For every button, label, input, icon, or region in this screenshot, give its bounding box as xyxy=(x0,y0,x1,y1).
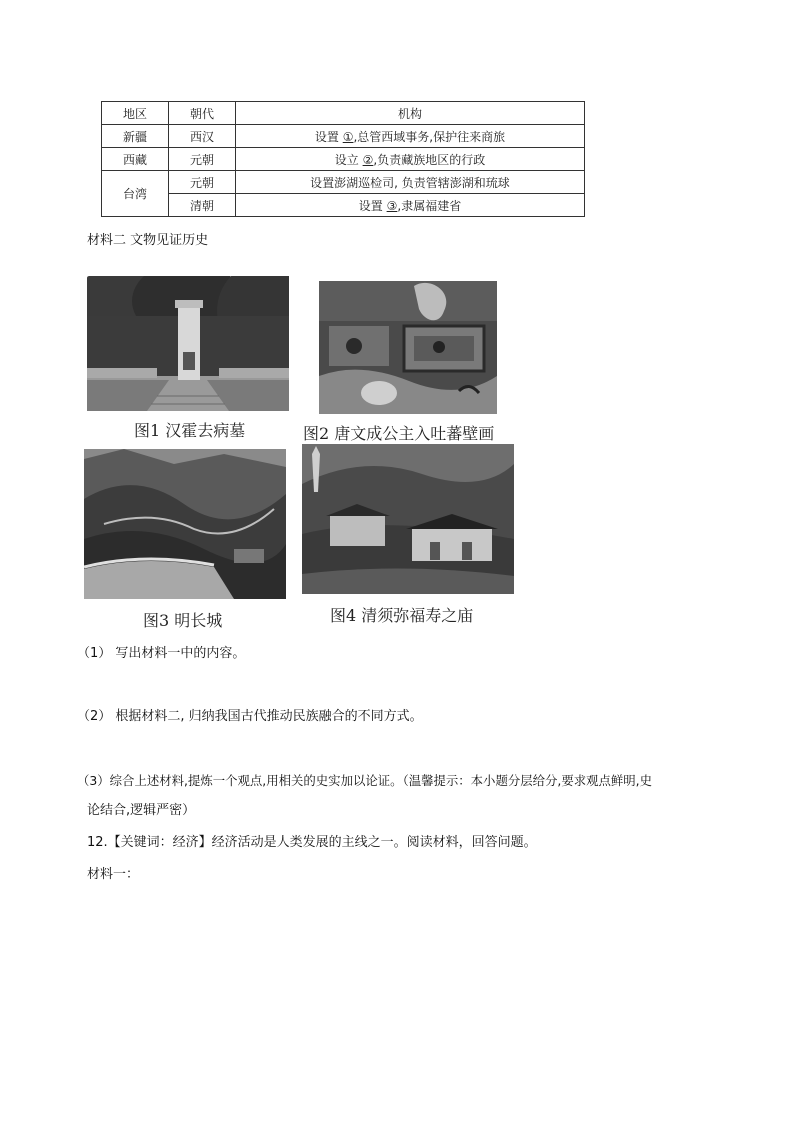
material1-label: 材料一： xyxy=(87,867,140,882)
question-3-line2: 论结合,逻辑严密） xyxy=(87,803,196,818)
table-row xyxy=(102,148,585,171)
material2-title: 材料二 文物见证历史 xyxy=(87,233,209,248)
figure4-caption: 图4 清须弥福寿之庙 xyxy=(330,606,474,625)
cell-region-merged: 台湾 xyxy=(102,171,169,217)
text-post: ,总管西域事务,保护往来商旅 xyxy=(353,129,506,144)
table-row xyxy=(102,194,585,217)
header-institution: 机构 xyxy=(236,102,585,125)
cell-dynasty: 西汉 xyxy=(169,125,236,148)
table-header-row xyxy=(102,102,585,125)
figure1-caption: 图1 汉霍去病墓 xyxy=(134,421,246,440)
figure1-photo xyxy=(87,276,289,411)
figure3-photo xyxy=(84,449,286,599)
blank-1: ① xyxy=(342,129,354,144)
blank-3: ③ xyxy=(386,198,398,213)
cell-region: 新疆 xyxy=(102,125,169,148)
cell-dynasty: 清朝 xyxy=(169,194,236,217)
text-post: ,负责藏族地区的行政 xyxy=(373,152,486,167)
text-pre: 设立 xyxy=(334,152,363,167)
figure2-photo xyxy=(319,281,497,414)
question-12: 12.【关键词：经济】经济活动是人类发展的主线之一。阅读材料，回答问题。 xyxy=(87,835,537,850)
question-3-line1: （3）综合上述材料,提炼一个观点,用相关的史实加以论证。（温馨提示：本小题分层给分,要求观点鲜明,史 xyxy=(77,773,653,788)
figure2-caption: 图2 唐文成公主入吐蕃壁画 xyxy=(303,424,495,443)
text-pre: 设置 xyxy=(314,129,343,144)
cell-institution xyxy=(236,125,585,148)
question-2: （2） 根据材料二, 归纳我国古代推动民族融合的不同方式。 xyxy=(77,709,423,724)
text-pre: 设置 xyxy=(358,198,387,213)
text-post: ,隶属福建省 xyxy=(397,198,462,213)
cell-institution: 设置澎湖巡检司, 负责管辖澎湖和琉球 xyxy=(236,171,585,194)
question-1: （1） 写出材料一中的内容。 xyxy=(77,646,246,661)
cell-institution xyxy=(236,148,585,171)
cell-institution xyxy=(236,194,585,217)
blank-2: ② xyxy=(362,152,374,167)
table-row xyxy=(102,125,585,148)
table-row xyxy=(102,171,585,194)
cell-dynasty: 元朝 xyxy=(169,148,236,171)
institution-table xyxy=(101,101,585,217)
figure4-photo xyxy=(302,444,514,594)
header-region: 地区 xyxy=(102,102,169,125)
cell-region: 西藏 xyxy=(102,148,169,171)
cell-dynasty: 元朝 xyxy=(169,171,236,194)
figure3-caption: 图3 明长城 xyxy=(143,611,223,630)
header-dynasty: 朝代 xyxy=(169,102,236,125)
